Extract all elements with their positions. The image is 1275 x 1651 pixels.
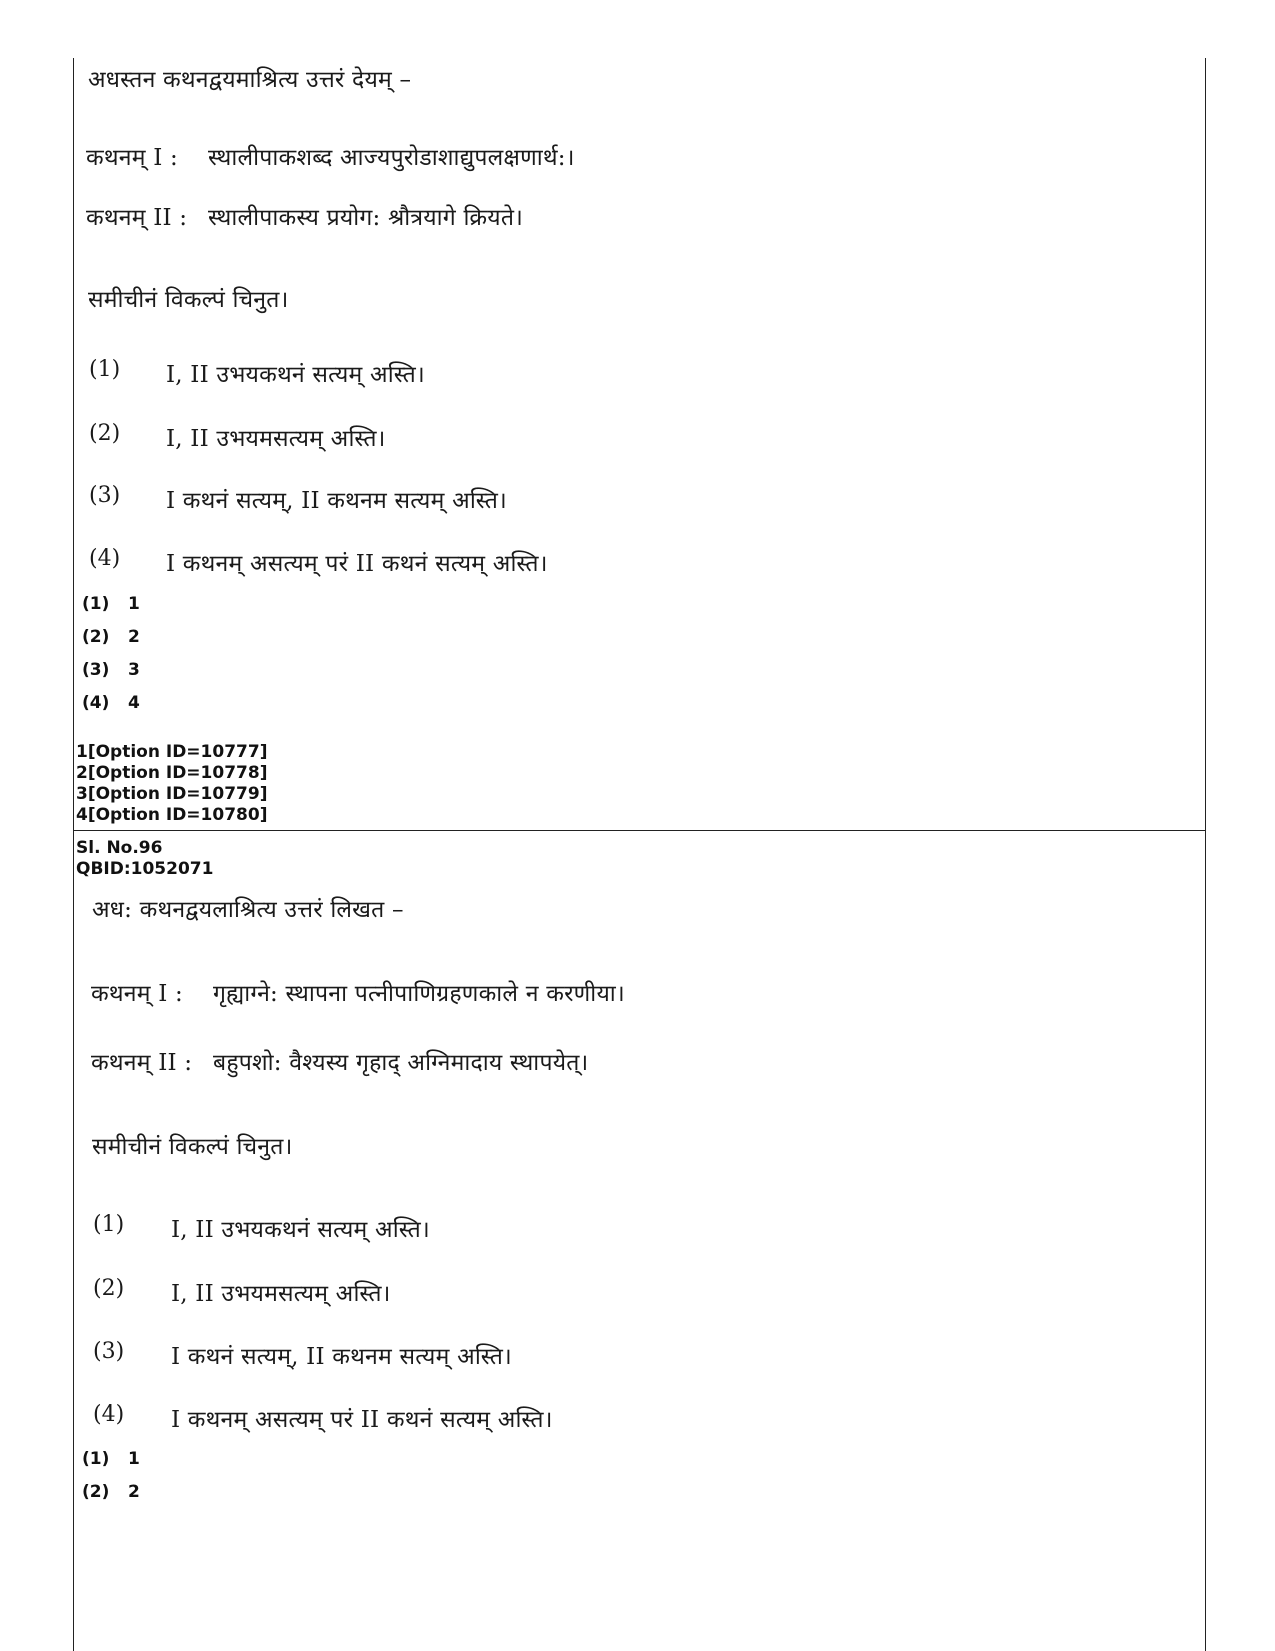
q95-instruction: अधस्तन कथनद्वयमाश्रित्य उत्तरं देयम् – <box>88 67 412 93</box>
q96-choice-1-text: I, II उभयकथनं सत्यम् अस्ति। <box>171 1217 430 1243</box>
q96-instruction: अध: कथनद्वयलाश्रित्य उत्तरं लिखत – <box>92 897 404 923</box>
q96-choice-3-text: I कथनं सत्यम्, II कथनम सत्यम् अस्ति। <box>171 1344 512 1370</box>
q95-choice-1-text: I, II उभयकथनं सत्यम् अस्ति। <box>166 362 425 388</box>
q95-statement-2-label: कथनम् II : <box>86 205 188 231</box>
q95-choice-4-num: (4) <box>89 546 121 571</box>
q95-choice-1-num: (1) <box>89 357 121 382</box>
q96-choice-4-num: (4) <box>93 1402 125 1427</box>
q96-serial-number: Sl. No.96 <box>76 838 163 858</box>
q95-answer-1[interactable]: (1) 1 <box>82 594 140 614</box>
q95-choice-3-text: I कथनं सत्यम्, II कथनम सत्यम् अस्ति। <box>166 488 507 514</box>
question-divider <box>73 830 1206 831</box>
q96-statement-2-text: बहुपशो: वैश्यस्य गृहाद् अग्निमादाय स्थापयेत्। <box>213 1050 589 1076</box>
q95-option-id-3: 3[Option ID=10779] <box>76 784 268 804</box>
q96-choice-3-num: (3) <box>93 1339 125 1364</box>
q96-header <box>76 838 213 880</box>
q95-statement-1-label: कथनम् I : <box>86 145 178 171</box>
q95-answer-2[interactable]: (2) 2 <box>82 627 140 647</box>
q96-choice-2-text: I, II उभयमसत्यम् अस्ति। <box>171 1281 391 1307</box>
right-border <box>1205 58 1206 1651</box>
q95-statement-1-text: स्थालीपाकशब्द आज्यपुरोडाशाद्युपलक्षणार्थ:। <box>208 145 575 171</box>
q96-statement-2-label: कथनम् II : <box>91 1050 193 1076</box>
q96-statement-1-label: कथनम् I : <box>91 981 183 1007</box>
q96-qbid: QBID:1052071 <box>76 859 214 879</box>
q95-option-id-1: 1[Option ID=10777] <box>76 742 268 762</box>
q95-answer-4[interactable]: (4) 4 <box>82 693 140 713</box>
q95-choice-3-num: (3) <box>89 483 121 508</box>
q95-answer-3[interactable]: (3) 3 <box>82 660 140 680</box>
q95-statement-2-text: स्थालीपाकस्य प्रयोग: श्रौत्रयागे क्रियते। <box>208 205 524 231</box>
q95-choice-2-num: (2) <box>89 421 121 446</box>
q95-choice-2-text: I, II उभयमसत्यम् अस्ति। <box>166 426 386 452</box>
q96-answer-1[interactable]: (1) 1 <box>82 1449 140 1469</box>
q95-choice-4-text: I कथनम् असत्यम् परं II कथनं सत्यम् अस्ति। <box>166 551 548 577</box>
q95-option-id-4: 4[Option ID=10780] <box>76 805 268 825</box>
q96-statement-1-text: गृह्याग्ने: स्थापना पत्नीपाणिग्रहणकाले न करणीया। <box>213 981 625 1007</box>
q96-choice-2-num: (2) <box>93 1276 125 1301</box>
q95-option-id-2: 2[Option ID=10778] <box>76 763 268 783</box>
q95-prompt: समीचीनं विकल्पं चिनुत। <box>88 287 289 313</box>
q96-prompt: समीचीनं विकल्पं चिनुत। <box>92 1134 293 1160</box>
q96-choice-1-num: (1) <box>93 1212 125 1237</box>
q95-option-id-list <box>76 742 267 826</box>
left-border <box>73 58 74 1651</box>
q96-choice-4-text: I कथनम् असत्यम् परं II कथनं सत्यम् अस्ति। <box>171 1407 553 1433</box>
q96-answer-2[interactable]: (2) 2 <box>82 1482 140 1502</box>
